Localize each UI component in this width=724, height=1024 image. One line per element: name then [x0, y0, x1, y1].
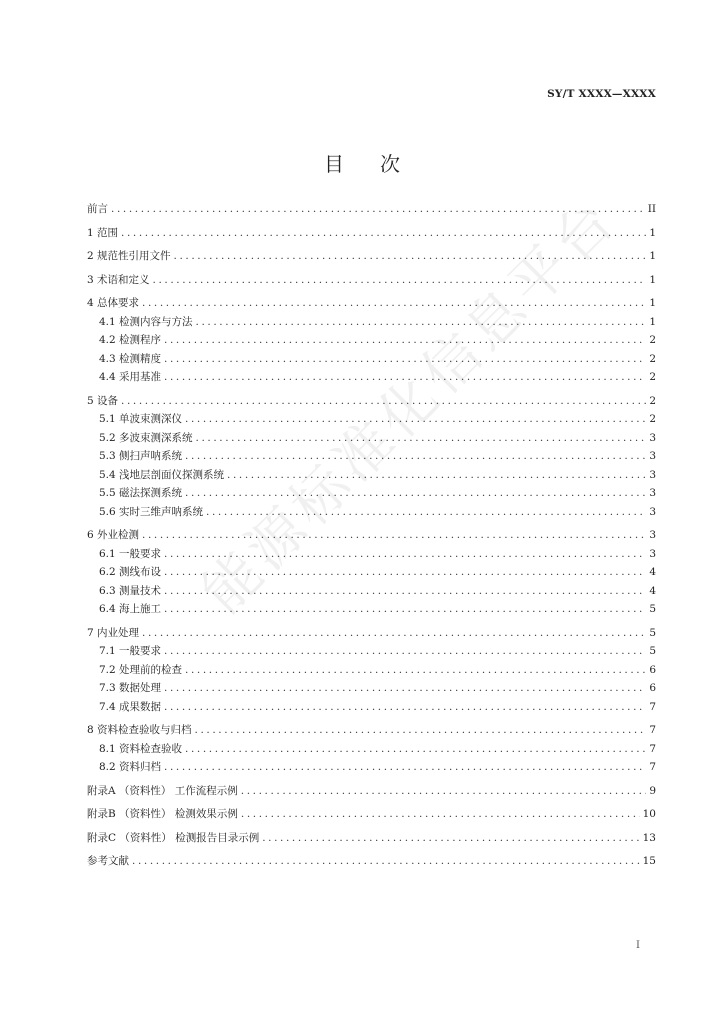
toc-entry[interactable]	[87, 782, 656, 801]
toc-entry-page: 1	[649, 226, 656, 239]
toc-entry-page: 3	[649, 468, 656, 481]
toc-entry-page: 13	[642, 831, 656, 844]
toc-entry[interactable]	[87, 600, 656, 619]
toc-leader-dots	[164, 679, 646, 698]
toc-entry-page: 4	[649, 566, 656, 578]
toc-entry-page: 2	[649, 371, 656, 383]
toc-entry-label: 参考文献	[87, 855, 129, 867]
toc-entry-page: 7	[649, 700, 656, 713]
toc-entry-page: 6	[649, 682, 656, 694]
toc-leader-dots	[142, 526, 646, 545]
toc-leader-dots	[174, 247, 647, 266]
toc-entry[interactable]	[87, 721, 656, 740]
toc-entry-label: 附录A （资料性） 工作流程示例	[87, 784, 238, 797]
toc-entry-label: 5.4 浅地层剖面仪探测系统	[99, 468, 225, 481]
toc-entry[interactable]	[87, 410, 656, 429]
toc-leader-dots	[241, 805, 640, 824]
toc-entry[interactable]	[87, 582, 656, 601]
toc-entry-label: 附录C （资料性） 检测报告目录示例	[87, 831, 260, 844]
toc-entry-page: 7	[649, 724, 656, 736]
toc-leader-dots	[164, 758, 646, 777]
toc-leader-dots	[164, 368, 646, 387]
toc-entry-page: 1	[649, 250, 656, 262]
toc-entry-label: 8.1 资料检查验收	[99, 742, 183, 755]
toc-entry[interactable]	[87, 740, 656, 759]
toc-entry[interactable]	[87, 392, 656, 411]
toc-entry-page: 1	[649, 315, 656, 328]
toc-leader-dots	[142, 624, 646, 643]
toc-leader-dots	[196, 429, 647, 448]
toc-entry[interactable]	[87, 758, 656, 777]
toc-entry[interactable]	[87, 698, 656, 717]
toc-leader-dots	[153, 271, 647, 290]
toc-entry-label: 附录B （资料性） 检测效果示例	[87, 808, 238, 820]
toc-entry-label: 8.2 资料归档	[99, 761, 162, 773]
toc-leader-dots	[164, 563, 646, 582]
toc-leader-dots	[142, 294, 646, 313]
toc-entry-page: 3	[649, 547, 656, 560]
toc-entry-label: 前言	[87, 203, 108, 215]
toc-entry[interactable]	[87, 503, 656, 522]
toc-entry-label: 5 设备	[87, 394, 119, 407]
toc-leader-dots	[185, 410, 646, 429]
toc-entry-page: 5	[649, 603, 656, 615]
toc-entry[interactable]	[87, 545, 656, 564]
toc-entry-page: 4	[649, 584, 656, 597]
toc-entry[interactable]	[87, 294, 656, 313]
toc-leader-dots	[121, 392, 646, 411]
toc-entry-label: 7 内业处理	[87, 626, 140, 639]
toc-entry-label: 7.3 数据处理	[99, 682, 162, 694]
toc-entry[interactable]	[87, 624, 656, 643]
toc-leader-dots	[164, 350, 646, 369]
toc-entry[interactable]	[87, 247, 656, 266]
toc-entry[interactable]	[87, 350, 656, 369]
toc-leader-dots	[164, 642, 646, 661]
toc-entry-page: 3	[649, 431, 656, 444]
toc-entry[interactable]	[87, 829, 656, 848]
toc-entry-label: 3 术语和定义	[87, 273, 150, 286]
toc-entry-page: 9	[649, 784, 656, 797]
toc-entry-label: 5.3 侧扫声呐系统	[99, 450, 183, 462]
toc-entry[interactable]	[87, 526, 656, 545]
toc-entry-label: 5.2 多波束测深系统	[99, 431, 193, 444]
toc-entry[interactable]	[87, 563, 656, 582]
toc-entry-label: 6.1 一般要求	[99, 547, 162, 560]
toc-leader-dots	[164, 582, 646, 601]
toc-entry-page: 5	[649, 645, 656, 657]
table-of-contents	[87, 200, 656, 871]
toc-entry[interactable]	[87, 313, 656, 332]
toc-entry-page: 6	[649, 663, 656, 676]
toc-leader-dots	[164, 331, 646, 350]
toc-entry-page: 1	[649, 297, 656, 309]
toc-leader-dots	[185, 740, 646, 759]
toc-entry-label: 6.3 测量技术	[99, 584, 162, 597]
toc-leader-dots	[195, 721, 647, 740]
toc-entry-label: 6.4 海上施工	[99, 603, 162, 615]
toc-leader-dots	[111, 200, 645, 219]
toc-entry-label: 5.5 磁法探测系统	[99, 487, 183, 499]
toc-leader-dots	[121, 224, 646, 243]
toc-entry[interactable]	[87, 661, 656, 680]
toc-entry-label: 4.2 检测程序	[99, 334, 162, 346]
toc-title: 目次	[324, 152, 436, 176]
toc-entry-page: 2	[649, 352, 656, 365]
toc-entry-label: 5.1 单波束测深仪	[99, 413, 183, 425]
toc-leader-dots	[164, 600, 646, 619]
toc-entry-page: 5	[649, 626, 656, 639]
toc-entry[interactable]	[87, 368, 656, 387]
toc-entry[interactable]	[87, 466, 656, 485]
toc-entry-label: 4.4 采用基准	[99, 371, 162, 383]
toc-entry[interactable]	[87, 224, 656, 243]
toc-entry-page: 7	[649, 742, 656, 755]
toc-entry-label: 7.1 一般要求	[99, 645, 162, 657]
toc-leader-dots	[132, 852, 640, 871]
toc-entry[interactable]	[87, 852, 656, 871]
toc-entry-page: 3	[649, 487, 656, 499]
toc-leader-dots	[241, 782, 647, 801]
toc-entry-page: 15	[642, 855, 656, 867]
toc-entry-label: 2 规范性引用文件	[87, 250, 171, 262]
toc-entry-label: 4.1 检测内容与方法	[99, 315, 193, 328]
toc-leader-dots	[185, 447, 646, 466]
toc-entry[interactable]	[87, 805, 656, 824]
toc-leader-dots	[262, 829, 639, 848]
watermark: 能源标准化信息平台	[190, 185, 631, 627]
toc-entry-label: 6 外业检测	[87, 529, 140, 541]
toc-leader-dots	[185, 661, 646, 680]
toc-leader-dots	[227, 466, 646, 485]
document-code: SY/T XXXX—XXXX	[547, 88, 656, 100]
toc-leader-dots	[185, 484, 646, 503]
toc-entry-label: 7.2 处理前的检查	[99, 663, 183, 676]
toc-entry-label: 1 范围	[87, 226, 119, 239]
toc-entry-page: 1	[649, 273, 656, 286]
toc-entry-page: II	[647, 203, 656, 215]
toc-entry-label: 4.3 检测精度	[99, 352, 162, 365]
toc-entry-page: 10	[642, 808, 656, 820]
toc-entry-page: 3	[649, 529, 656, 541]
toc-entry[interactable]	[87, 679, 656, 698]
toc-leader-dots	[196, 313, 647, 332]
toc-entry-page: 7	[649, 761, 656, 773]
toc-entry-page: 3	[649, 450, 656, 462]
toc-entry[interactable]	[87, 331, 656, 350]
toc-entry-page: 2	[649, 413, 656, 425]
toc-entry[interactable]	[87, 642, 656, 661]
toc-entry-page: 3	[649, 505, 656, 518]
toc-entry-label: 4 总体要求	[87, 297, 140, 309]
toc-entry[interactable]	[87, 200, 656, 219]
toc-entry[interactable]	[87, 429, 656, 448]
toc-leader-dots	[206, 503, 646, 522]
page-number: I	[636, 940, 640, 951]
toc-entry-label: 8 资料检查验收与归档	[87, 724, 192, 736]
toc-entry-label: 6.2 测线布设	[99, 566, 162, 578]
toc-entry-page: 2	[649, 394, 656, 407]
toc-leader-dots	[164, 545, 646, 564]
toc-entry[interactable]	[87, 484, 656, 503]
toc-leader-dots	[164, 698, 646, 717]
toc-entry[interactable]	[87, 271, 656, 290]
toc-entry-label: 7.4 成果数据	[99, 700, 162, 713]
toc-entry[interactable]	[87, 447, 656, 466]
toc-entry-page: 2	[649, 334, 656, 346]
toc-entry-label: 5.6 实时三维声呐系统	[99, 505, 204, 518]
